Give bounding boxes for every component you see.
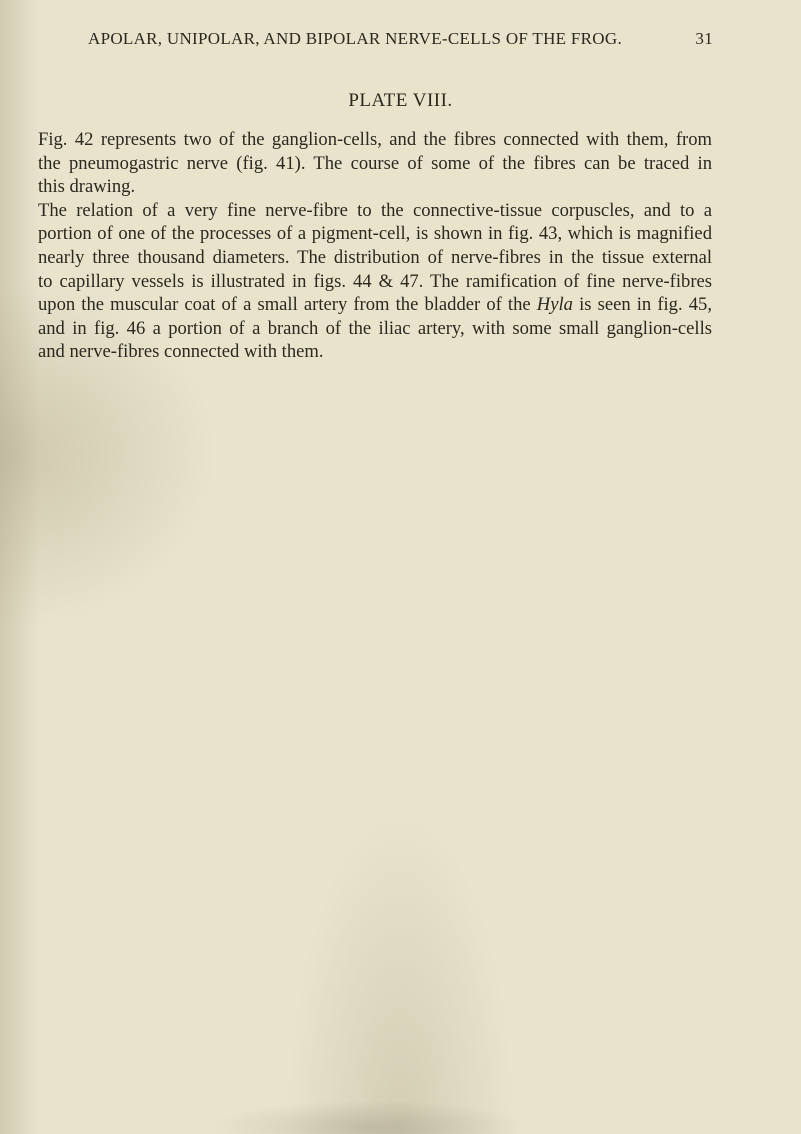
text-segment: is seen in fig. 45, bbox=[579, 294, 712, 316]
text-line: Fig. 42 represents two of the ganglion-cells, and the fibres connected with them, from bbox=[38, 129, 712, 150]
page-number: 31 bbox=[695, 29, 713, 48]
paragraph-fig-42 bbox=[38, 128, 712, 199]
text-segment: upon the muscular coat of a small artery from the bladder of the bbox=[38, 294, 531, 316]
text-line bbox=[38, 293, 712, 317]
text-line: and nerve-fibres connected with them. bbox=[38, 341, 324, 363]
text-line: to capillary vessels is illustrated in figs. 44 & 47. The ramification of fine nerve-fibres bbox=[38, 270, 712, 292]
body-text bbox=[38, 128, 712, 364]
text-line: nearly three thousand diameters. The distribution of nerve-fibres in the tissue external bbox=[38, 246, 712, 268]
paragraph-figs-43-47 bbox=[38, 199, 712, 364]
text-line: The relation of a very fine nerve-fibre to the connective-tissue corpuscles, and to a bbox=[38, 199, 712, 221]
running-title: APOLAR, UNIPOLAR, AND BIPOLAR NERVE-CELLS OF THE FROG. bbox=[88, 29, 623, 48]
text-line: and in fig. 46 a portion of a branch of the iliac artery, with some small ganglion-cells bbox=[38, 317, 712, 339]
plate-heading: PLATE VIII. bbox=[348, 90, 453, 111]
text-line: portion of one of the processes of a pigment-cell, is shown in fig. 43, which is magnified bbox=[38, 223, 712, 245]
text-line: the pneumogastric nerve (fig. 41). The course of some of the fibres can be traced in bbox=[38, 152, 712, 174]
italic-term-hyla: Hyla bbox=[536, 294, 573, 316]
text-line: this drawing. bbox=[38, 176, 136, 198]
running-head bbox=[88, 29, 713, 53]
paper-stain bbox=[210, 1100, 530, 1134]
